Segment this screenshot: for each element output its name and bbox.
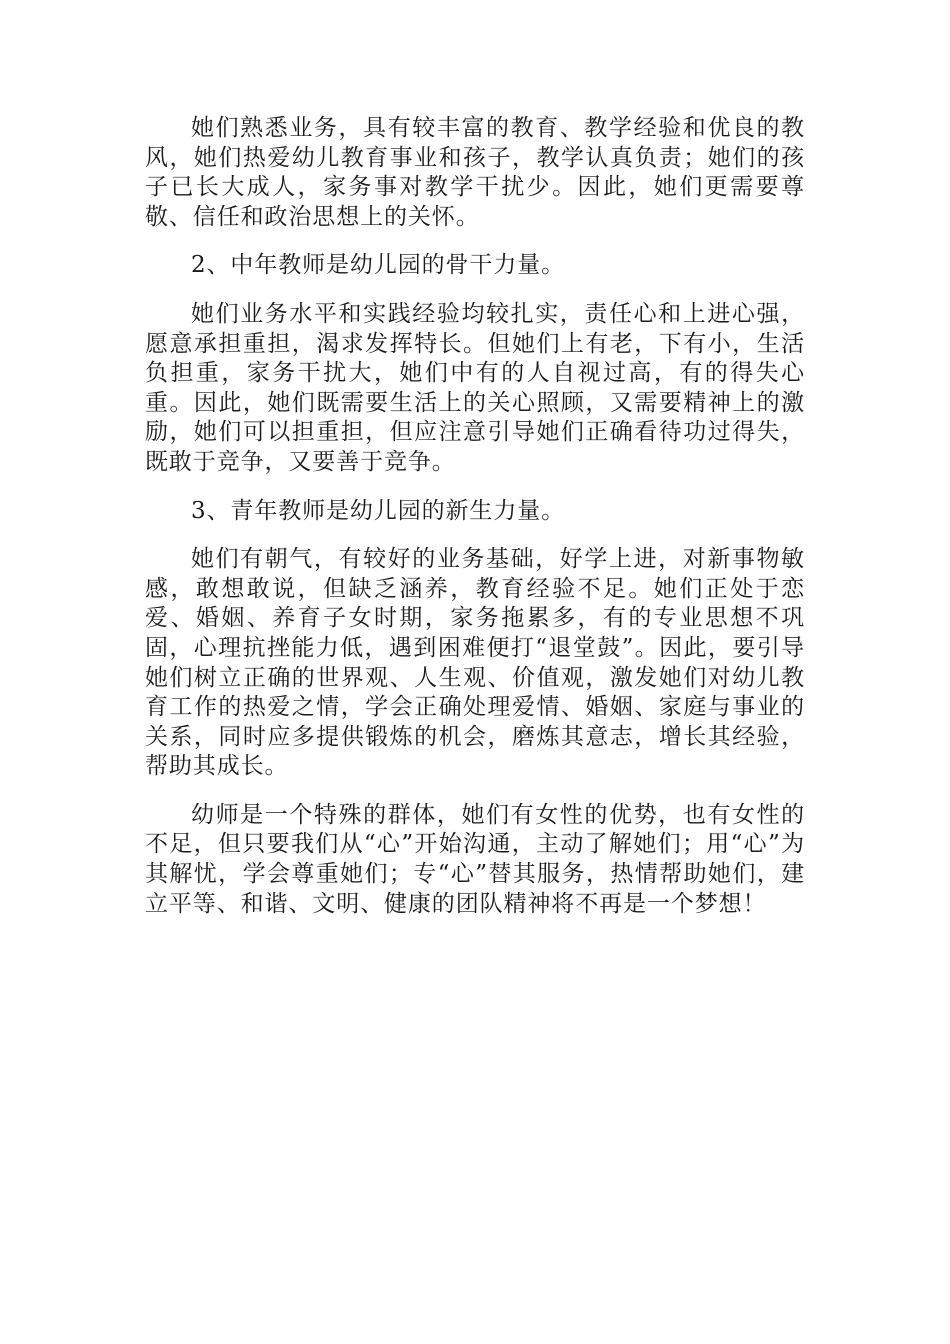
paragraph-middle-aged-teachers: 她们业务水平和实践经验均较扎实，责任心和上进心强，愿意承担重担，渴求发挥特长。但她们上有老，下有小，生活负担重，家务干扰大，她们中有的人自视过高，有的得失心重。因此，她们既需要生活上的关心照顾，又需要精神上的激励，她们可以担重担，但应注意引导她们正确看待功过得失，既敢于竞争，又要善于竞争。: [145, 300, 805, 475]
paragraph-young-teachers: 她们有朝气，有较好的业务基础，好学上进，对新事物敏感，敢想敢说，但缺乏涵养，教育经验不足。她们正处于恋爱、婚姻、养育子女时期，家务拖累多，有的专业思想不巩固，心理抗挫能力低，遇到困难便打“退堂鼓”。因此，要引导她们树立正确的世界观、人生观、价值观，激发她们对幼儿教育工作的热爱之情，学会正确处理爱情、婚姻、家庭与事业的关系，同时应多提供锻炼的机会，磨炼其意志，增长其经验，帮助其成长。: [145, 546, 805, 780]
paragraph-senior-teachers: 她们熟悉业务，具有较丰富的教育、教学经验和优良的教风，她们热爱幼儿教育事业和孩子，教学认真负责；她们的孩子已长大成人，家务事对教学干扰少。因此，她们更需要尊敬、信任和政治思想上的关怀。: [145, 115, 805, 230]
section-heading-middle-aged-teachers: 2、中年教师是幼儿园的骨干力量。: [191, 252, 566, 279]
paragraph-conclusion: 幼师是一个特殊的群体，她们有女性的优势，也有女性的不足，但只要我们从“心”开始沟通，主动了解她们；用“心”为其解忧，学会尊重她们；专“心”替其服务，热情帮助她们，建立平等、和谐、文明、健康的团队精神将不再是一个梦想！: [145, 801, 805, 917]
section-heading-young-teachers: 3、青年教师是幼儿园的新生力量。: [191, 497, 566, 524]
document-body: [145, 114, 805, 938]
